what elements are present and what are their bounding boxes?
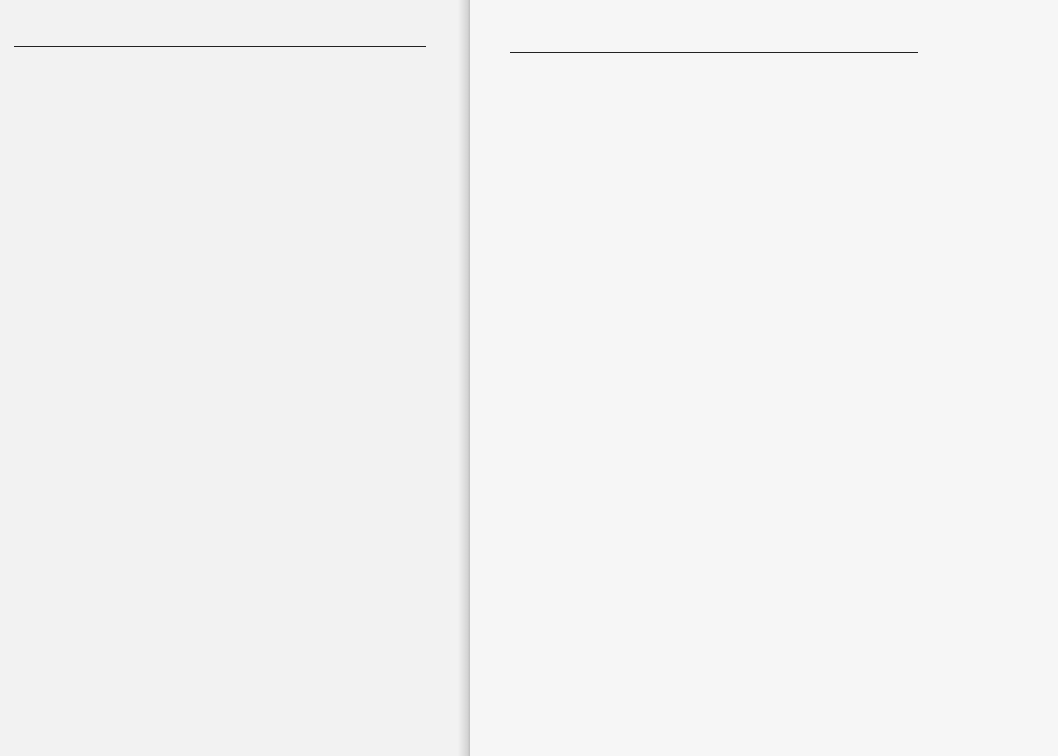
right-text-main-2 — [510, 290, 840, 568]
left-running-head — [96, 26, 108, 44]
right-header-rule — [510, 52, 918, 53]
left-text-bottom — [90, 400, 420, 414]
left-page — [0, 0, 468, 756]
left-header-rule — [14, 46, 426, 47]
right-running-head — [536, 33, 568, 51]
sidebar-float — [722, 368, 840, 568]
